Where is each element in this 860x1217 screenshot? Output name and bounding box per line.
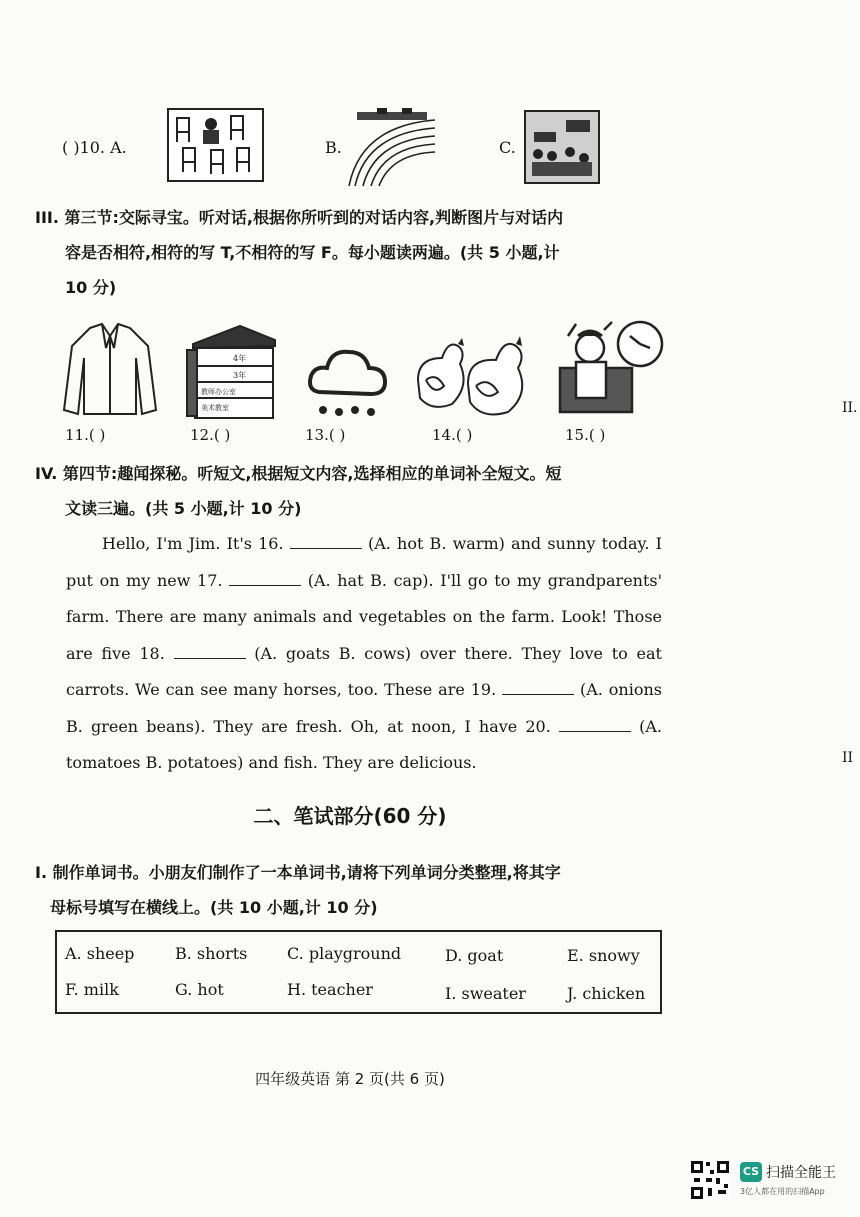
dining-hall-picture (524, 110, 600, 184)
word-a: A. sheep (65, 944, 135, 963)
word-d: D. goat (445, 946, 504, 965)
word-g: G. hot (175, 980, 224, 999)
passage-part-3: (A. hat B. cap). I'll go to my grandparents' farm. There are many animals and vegetables on the farm. Look! Those are five 18. (66, 570, 663, 663)
section-3-line-2: 容是否相符,相符的写 T,不相符的写 F。每小题读两遍。(共 5 小题,计 (65, 243, 560, 262)
written-section-1-line-1: I. 制作单词书。小朋友们制作了一本单词书,请将下列单词分类整理,将其字 (35, 863, 561, 882)
rain-cloud-icon (305, 340, 390, 420)
section-3-line-3: 10 分) (65, 278, 117, 297)
qr-code-icon (690, 1160, 730, 1200)
building-floor-3: 3年 (233, 371, 247, 380)
jacket-picture (60, 318, 160, 418)
answer-11[interactable]: 11.( ) (65, 426, 106, 444)
school-building-picture (185, 322, 280, 422)
blank-19[interactable] (502, 680, 574, 695)
passage-part-6: (A. tomatoes B. potatoes) and fish. They are delicious. (66, 716, 662, 772)
passage-part-2: (A. hot B. warm) and sunny today. I put on my new 17. (66, 534, 663, 590)
side-mark-2: II (842, 750, 854, 766)
part-2-title: 二、笔试部分(60 分) (253, 804, 447, 828)
word-h: H. teacher (287, 980, 373, 999)
q10-prefix: ( )10. A. (62, 138, 127, 157)
answer-15[interactable]: 15.( ) (565, 426, 606, 444)
word-bank-box (55, 930, 662, 1014)
section-3-pictures (60, 318, 670, 428)
section-3-line-1: III. 第三节:交际寻宝。听对话,根据你所听到的对话内容,判断图片与对话内 (35, 208, 564, 227)
question-10 (62, 108, 622, 188)
section-4-instructions (35, 456, 665, 526)
building-floor-4: 4年 (233, 354, 247, 363)
page-footer: 四年级英语 第 2 页(共 6 页) (255, 1070, 445, 1088)
hens-picture (412, 328, 537, 423)
passage-part-1: Hello, I'm Jim. It's 16. (102, 534, 284, 553)
word-i: I. sweater (445, 984, 526, 1003)
scanner-subtitle: 3亿人都在用的扫描App (740, 1187, 825, 1196)
section-3-answer-numbers (65, 426, 665, 448)
passage-part-4: (A. goats B. cows) over there. They love to eat carrots. We can see many horses, too. These are 19. (66, 643, 662, 699)
side-mark-1: II. (842, 400, 858, 416)
section-3-instructions (35, 200, 665, 305)
section-4-line-1: IV. 第四节:趣闻探秘。听短文,根据短文内容,选择相应的单词补全短文。短 (35, 464, 562, 483)
section-4-passage (66, 526, 662, 782)
word-j: J. chicken (567, 984, 646, 1003)
word-e: E. snowy (567, 946, 640, 965)
word-f: F. milk (65, 980, 119, 999)
blank-16[interactable] (290, 534, 362, 549)
section-4-line-2: 文读三遍。(共 5 小题,计 10 分) (65, 499, 302, 518)
scanner-brand: 扫描全能王 (766, 1165, 836, 1181)
blank-20[interactable] (559, 717, 631, 732)
building-floor-2: 教师办公室 (201, 388, 236, 396)
answer-13[interactable]: 13.( ) (305, 426, 346, 444)
word-b: B. shorts (175, 944, 248, 963)
written-section-1-instructions (35, 855, 665, 925)
building-floor-1: 美术教室 (201, 404, 229, 412)
written-section-1-line-2: 母标号填写在横线上。(共 10 小题,计 10 分) (50, 898, 378, 917)
passage-part-5: (A. onions B. green beans). They are fresh. Oh, at noon, I have 20. (66, 680, 662, 736)
cs-logo: CS (740, 1162, 762, 1182)
word-c: C. playground (287, 944, 402, 963)
running-track-picture (347, 108, 437, 188)
q10-option-b: B. (325, 138, 342, 157)
answer-14[interactable]: 14.( ) (432, 426, 473, 444)
classroom-chairs-picture (167, 108, 264, 182)
blank-18[interactable] (174, 644, 246, 659)
q10-option-c: C. (499, 138, 516, 157)
boy-waking-clock-picture (556, 318, 666, 423)
blank-17[interactable] (229, 571, 301, 586)
scanner-watermark (690, 1160, 860, 1205)
answer-12[interactable]: 12.( ) (190, 426, 231, 444)
